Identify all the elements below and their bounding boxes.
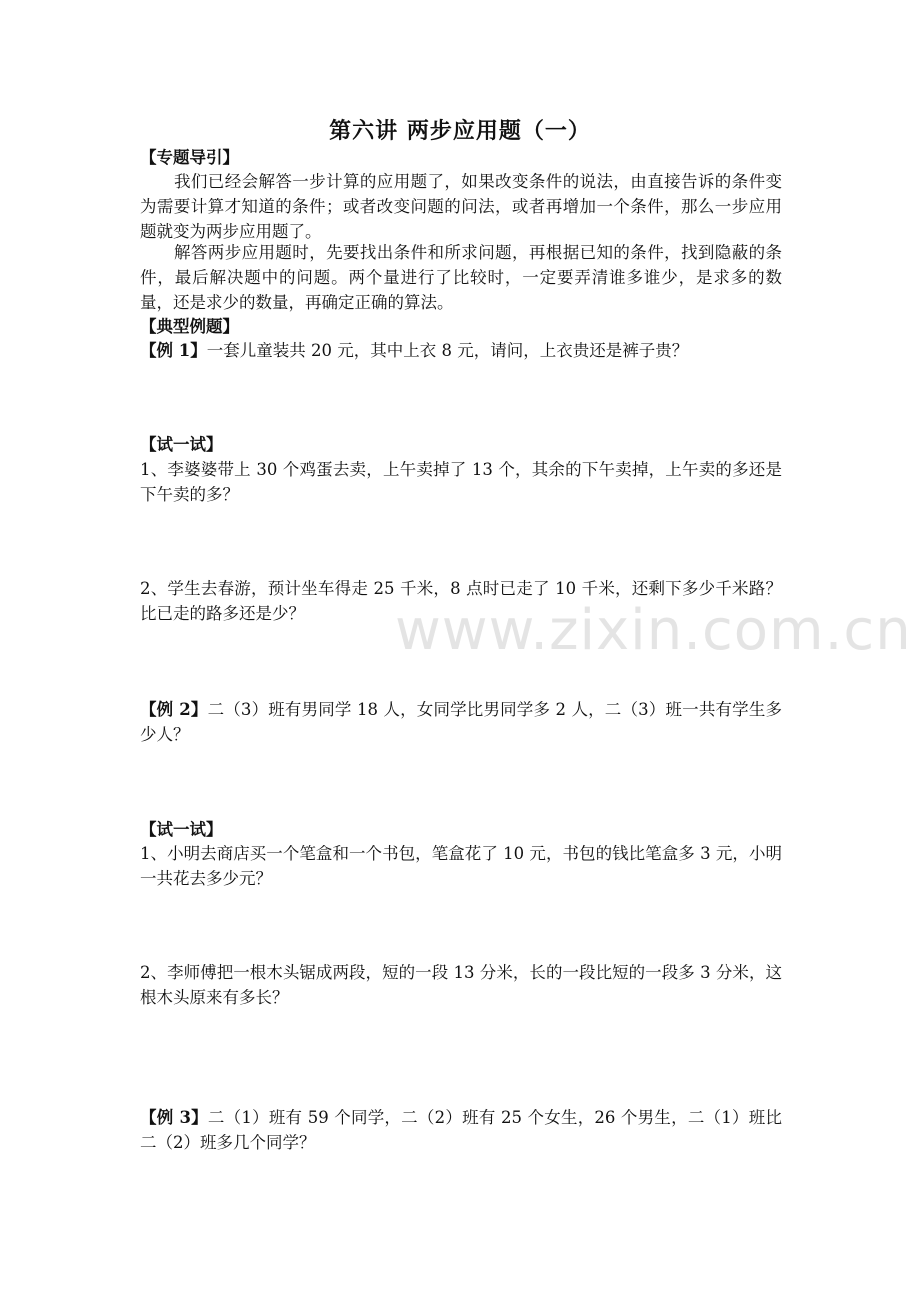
try-1-question-2: 2、学生去春游，预计坐车得走 25 千米，8 点时已走了 10 千米，还剩下多少千米路？比已走的路多还是少？ [140, 579, 782, 623]
guide-paragraph-1: 我们已经会解答一步计算的应用题了，如果改变条件的说法，由直接告诉的条件变为需要计算才知道的条件；或者改变问题的问法，或者再增加一个条件，那么一步应用题就变为两步应用题了。 [140, 172, 782, 241]
examples-heading: 【典型例题】 [140, 317, 239, 336]
try-2-question-2: 2、李师傅把一根木头锯成两段，短的一段 13 分米，长的一段比短的一段多 3 分米，这根木头原来有多长？ [140, 963, 782, 1007]
example-1-label: 【例 1】 [140, 341, 207, 360]
example-3-label: 【例 3】 [140, 1108, 208, 1127]
try-heading-2: 【试一试】 [140, 820, 223, 839]
example-2 [140, 697, 782, 747]
guide-heading: 【专题导引】 [140, 148, 239, 167]
try-heading-1: 【试一试】 [140, 435, 223, 454]
watermark-text: www.zixin.com.cn [395, 598, 912, 663]
page-title: 第六讲 两步应用题（一） [329, 118, 591, 144]
example-2-label: 【例 2】 [140, 700, 208, 719]
try-2-question-1: 1、小明去商店买一个笔盒和一个书包，笔盒花了 10 元，书包的钱比笔盒多 3 元，小明一共花去多少元？ [140, 844, 782, 888]
example-3-text: 二（1）班有 59 个同学，二（2）班有 25 个女生，26 个男生，二（1）班比二（2）班多几个同学？ [140, 1108, 782, 1152]
example-3 [140, 1105, 782, 1155]
try-1-question-1: 1、李婆婆带上 30 个鸡蛋去卖，上午卖掉了 13 个，其余的下午卖掉，上午卖的多还是下午卖的多？ [140, 460, 782, 504]
example-1 [140, 338, 782, 363]
example-2-text: 二（3）班有男同学 18 人，女同学比男同学多 2 人，二（3）班一共有学生多少人？ [140, 700, 782, 744]
guide-paragraph-2: 解答两步应用题时，先要找出条件和所求问题，再根据已知的条件，找到隐蔽的条件，最后解决题中的问题。两个量进行了比较时，一定要弄清谁多谁少，是求多的数量，还是求少的数量，再确定正确的算法。 [140, 243, 782, 312]
example-1-text: 一套儿童装共 20 元，其中上衣 8 元，请问，上衣贵还是裤子贵？ [206, 341, 689, 360]
